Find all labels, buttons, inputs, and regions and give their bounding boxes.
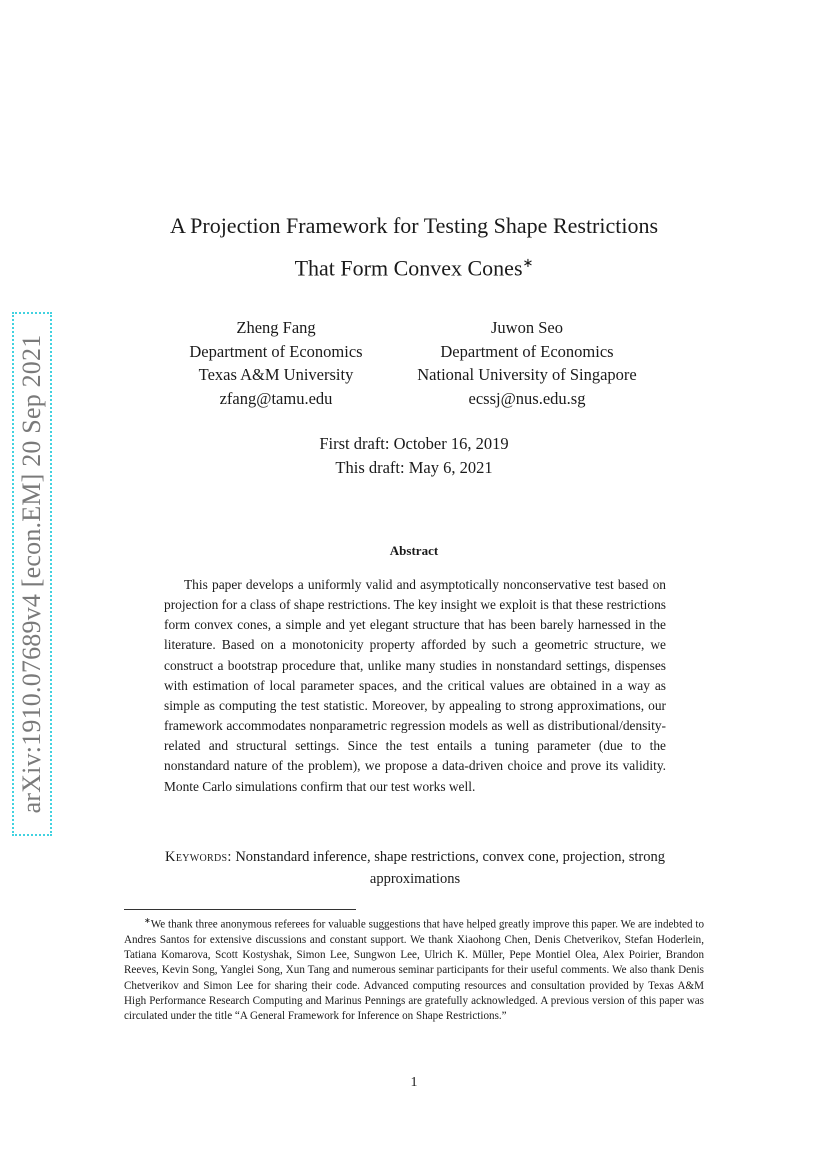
page-number: 1 [410,1075,418,1090]
author-department: Department of Economics [440,341,614,361]
author-email: zfang@tamu.edu [219,388,333,408]
arxiv-identifier: arXiv:1910.07689v4 [econ.EM] 20 Sep 2021 [17,334,46,814]
footnote-divider [124,909,356,910]
title-line-1: A Projection Framework for Testing Shape Restrictions [169,213,659,238]
author-university: Texas A&M University [198,365,354,384]
this-draft-date: This draft: May 6, 2021 [335,457,493,477]
abstract-heading: Abstract [389,543,439,558]
abstract-text: This paper develops a uniformly valid and asymptotically nonconservative test based on projection for a class of shape restrictions. The key insight we exploit is that these restrictions form convex cones, a simple and yet elegant structure that has been barely harnessed in the literature. Based on a monotonicity property afforded by such a geometric structure, we construct a bootstrap procedure that, unlike many studies in nonstandard settings, dispenses with estimation of local parameter spaces, and the critical values are obtained in a way as simple as computing the test statistic. Moreover, by appealing to strong approximations, our framework accommodates nonparametric regression models as well as distributional/density-related and structural settings. Since the test entails a tuning parameter (due to the nonstandard nature of the problem), we propose a data-driven choice and prove its validity. Monte Carlo simulations confirm that our test works well. [164,577,666,794]
title-footnote-mark: ∗ [522,255,534,270]
keywords-text: Nonstandard inference, shape restrictions, convex cone, projection, strong approximations [235,849,665,887]
author-university: National University of Singapore [417,365,637,384]
author-block-1 [160,316,392,410]
author-department: Department of Economics [189,341,363,361]
keywords-label: Keywords: [165,849,232,865]
author-name: Zheng Fang [236,318,316,337]
draft-dates [200,432,628,479]
footnote-mark: ∗ [144,916,151,925]
paper-title [100,207,728,286]
title-line-2 [100,244,728,286]
author-block-2 [400,316,654,410]
title-line-2-text: That Form Convex Cones [294,255,523,281]
first-draft-date: First draft: October 16, 2019 [319,434,509,453]
keywords [140,846,690,890]
footnote-text: We thank three anonymous referees for valuable suggestions that have helped greatly improve this paper. We are indebted to Andres Santos for extensive discussions and constant support. We thank Xiaohong Chen, Denis Chetverikov, Stefan Hoderlein, Tatiana Komarova, Scott Kostyshak, Simon Lee, Sungwon Lee, Ulrich K. Müller, Pepe Montiel Olea, Alex Poirier, Brandon Reeves, Kevin Song, Yanglei Song, Xun Tang and numerous seminar participants for their useful comments. We also thank Denis Chetverikov and Simon Lee for sharing their code. Advanced computing resources and consultation provided by Texas A&M High Performance Research Computing and Marinus Pennings are gratefully acknowledged. A previous version of this paper was circulated under the title “A General Framework for Inference on Shape Restrictions.” [124,918,704,1022]
footnote [124,913,704,1024]
author-name: Juwon Seo [491,318,563,337]
arxiv-stamp [12,312,52,836]
author-email: ecssj@nus.edu.sg [468,388,586,408]
